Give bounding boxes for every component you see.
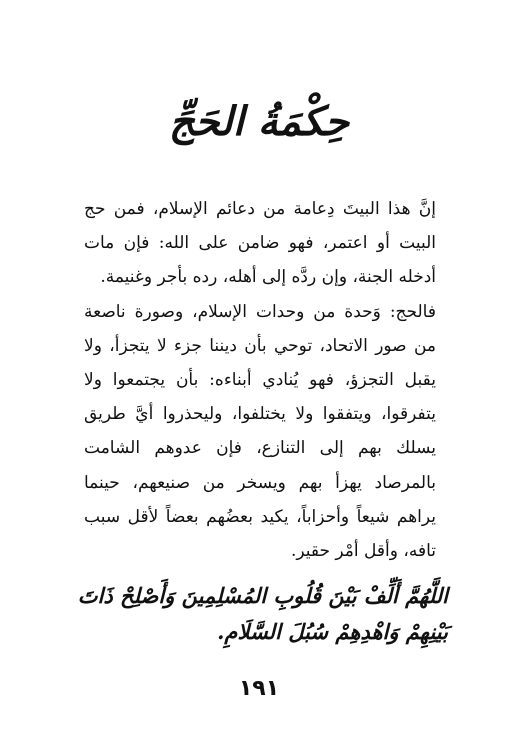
page-number: ١٩١	[238, 676, 280, 701]
prayer-line-2: بَيْنِهِمْ وَاهْدِهِمْ سُبُلَ السَّلَامِ.	[217, 619, 448, 644]
body-text	[84, 192, 436, 568]
paragraph-1: إنَّ هذا البيتَ دِعامة من دعائم الإسلام، فمن حج البيت أو اعتمر، فهو ضامن على الله: فإن مات أدخله الجنة، وإن ردَّه إلى أهله، رده بأجر وغنيمة.	[84, 199, 436, 288]
prayer-line-1: اللَّهُمَّ أَلِّفْ بَيْنَ قُلُوبِ المُسْلِمِينَ وَأَصْلِحْ ذَاتَ	[77, 583, 448, 608]
prayer-supplication	[78, 578, 448, 650]
page-title: حِكْمَةُ الحَجِّ	[168, 98, 350, 145]
paragraph-2: فالحج: وَحدة من وحدات الإسلام، وصورة ناصعة من صور الاتحاد، توحي بأن ديننا جزء لا يتجزأ، ولا يقبل التجزؤ، فهو يُنادي أبناءه: بأن يجتمعوا ولا يتفرقوا، ويتفقوا ولا يختلفوا، وليحذروا أيَّ طريق يسلك بهم إلى التنازع، فإن عدوهم الشامت بالمرصاد يهزأ بهم ويسخر من صنيعهم، حينما يراهم شيعاً وأحزاباً، يكيد بعضُهم بعضاً لأقل سبب تافه، وأقل أمْر حقير.	[84, 301, 436, 562]
